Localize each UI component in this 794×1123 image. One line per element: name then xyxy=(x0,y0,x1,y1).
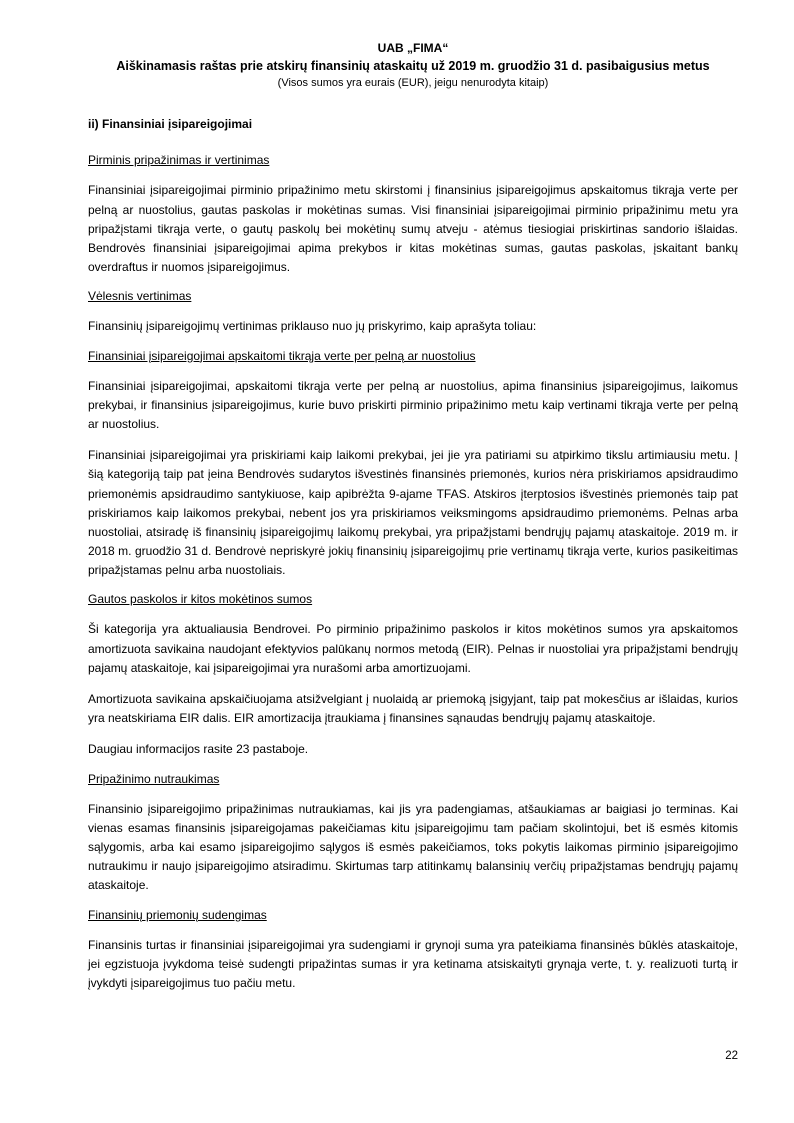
subheading-offsetting: Finansinių priemonių sudengimas xyxy=(88,907,267,922)
body-paragraph: Finansinis turtas ir finansiniai įsipareigojimai yra sudengiami ir grynoji suma yra pateikiama finansinės būklės ataskaitoje, jei egzistuoja įvykdoma teisė sudengti pripažintas sumas ir yra ketinama atsiskaityti grynąja verte, t. y. realizuoti turtą ir įvykdyti įsipareigojimus tuo pačiu metu. xyxy=(88,937,738,990)
company-name: UAB „FIMA“ xyxy=(377,41,449,55)
body-paragraph: Finansiniai įsipareigojimai yra priskiriami kaip laikomi prekybai, jei jie yra patiriami su atpirkimo tikslu artimiausiu metu. Į šią kategoriją taip pat įeina Bendrovės sudarytos išvestinės finansinės priemonės, kurios nėra priskiriamos apsidraudimo priemonėmis apsidraudimo santykiuose, kaip apibrėžta 9-ajame TFAS. Atskiros įterptosios išvestinės priemonės taip pat priskiriamos kaip laikomos prekybai, nebent jos yra priskiriamos veiksmingoms apsidraudimo priemonėms. Pelnas arba nuostoliai, atsiradę iš finansinių įsipareigojimų laikomų prekybai, yra pripažįstami bendrųjų pajamų ataskaitoje. 2019 m. ir 2018 m. gruodžio 31 d. Bendrovė nepriskyrė jokių finansinių įsipareigojimų prie vertinamų tikrąja verte, kurios pasikeitimas pripažįstamas pelnu arba nuostoliais. xyxy=(88,448,738,578)
section-title: ii) Finansiniai įsipareigojimai xyxy=(88,117,253,132)
document-subtitle: (Visos sumos yra eurais (EUR), jeigu nenurodyta kitaip) xyxy=(277,76,549,89)
body-paragraph: Finansiniai įsipareigojimai pirminio pripažinimo metu skirstomi į finansinius įsipareigojimus apskaitomus tikrąja verte per pelną ar nuostolius, gautas paskolas ir mokėtinas sumas. Visi finansiniai įsipareigojimai pirminio pripažinimu metu yra pripažįstami tikrąja verte, o gautų paskolų bei mokėtinų sumų atveju - atėmus tiesiogiai priskirtinas sandorio išlaidas. Bendrovės finansiniai įsipareigojimai apima prekybos ir kitas mokėtinas sumas, gautas paskolas, įskaitant bankų overdraftus ir nuomos įsipareigojimus. xyxy=(88,183,738,275)
body-paragraph: Amortizuota savikaina apskaičiuojama atsižvelgiant į nuolaidą ar priemoką įsigyjant, taip pat mokesčius ar išlaidas, kurios yra neatskiriama EIR dalis. EIR amortizacija įtraukiama į finansines sąnaudas bendrųjų pajamų ataskaitoje. xyxy=(88,692,738,726)
subheading-loans-payables: Gautos paskolos ir kitos mokėtinos sumos xyxy=(88,592,313,607)
subheading-fair-value-liabilities: Finansiniai įsipareigojimai apskaitomi tikrąja verte per pelną ar nuostolius xyxy=(88,348,476,363)
subheading-initial-recognition: Pirminis pripažinimas ir vertinimas xyxy=(88,153,270,168)
subheading-subsequent-measurement: Vėlesnis vertinimas xyxy=(88,289,192,304)
document-header xyxy=(88,40,738,91)
document-title: Aiškinamasis raštas prie atskirų finansinių ataskaitų už 2019 m. gruodžio 31 d. pasibaigusius metus xyxy=(116,59,710,74)
page-number: 22 xyxy=(725,1050,738,1062)
body-paragraph: Finansinių įsipareigojimų vertinimas priklauso nuo jų priskyrimo, kaip aprašyta toliau: xyxy=(88,319,537,334)
subheading-derecognition: Pripažinimo nutraukimas xyxy=(88,771,220,786)
body-paragraph: Finansinio įsipareigojimo pripažinimas nutraukiamas, kai jis yra padengiamas, atšaukiamas ar baigiasi jo terminas. Kai vienas esamas finansinis įsipareigojamas pakeičiamas kitu įsipareigojimu tam pačiam skolintojui, bet iš esmės kitomis sąlygomis, arba kai esamo įsipareigojimo sąlygos iš esmės pakeičiamos, toks pokytis laikomas pirminio įsipareigojimo nutraukimu ir naujo įsipareigojimo atsiradimu. Skirtumas tarp atitinkamų balansinių verčių pripažįstamas bendrųjų pajamų ataskaitoje. xyxy=(88,801,738,893)
body-paragraph: Finansiniai įsipareigojimai, apskaitomi tikrąja verte per pelną ar nuostolius, apima finansinius įsipareigojimus, laikomus prekybai, ir finansinius įsipareigojimus, kurie buvo priskirti pirminio pripažinimo metu kaip vertinami tikrąja verte per pelną ar nuostolius. xyxy=(88,378,738,431)
body-paragraph: Daugiau informacijos rasite 23 pastaboje. xyxy=(88,742,309,757)
body-paragraph: Ši kategorija yra aktualiausia Bendrovei. Po pirminio pripažinimo paskolos ir kitos mokėtinos sumos yra apskaitomos amortizuota savikaina naudojant efektyvios palūkanų normos metodą (EIR). Pelnas ir nuostoliai yra pripažįstami bendrųjų pajamų ataskaitoje, kai įsipareigojimai yra nurašomi arba amortizuojami. xyxy=(88,622,738,675)
